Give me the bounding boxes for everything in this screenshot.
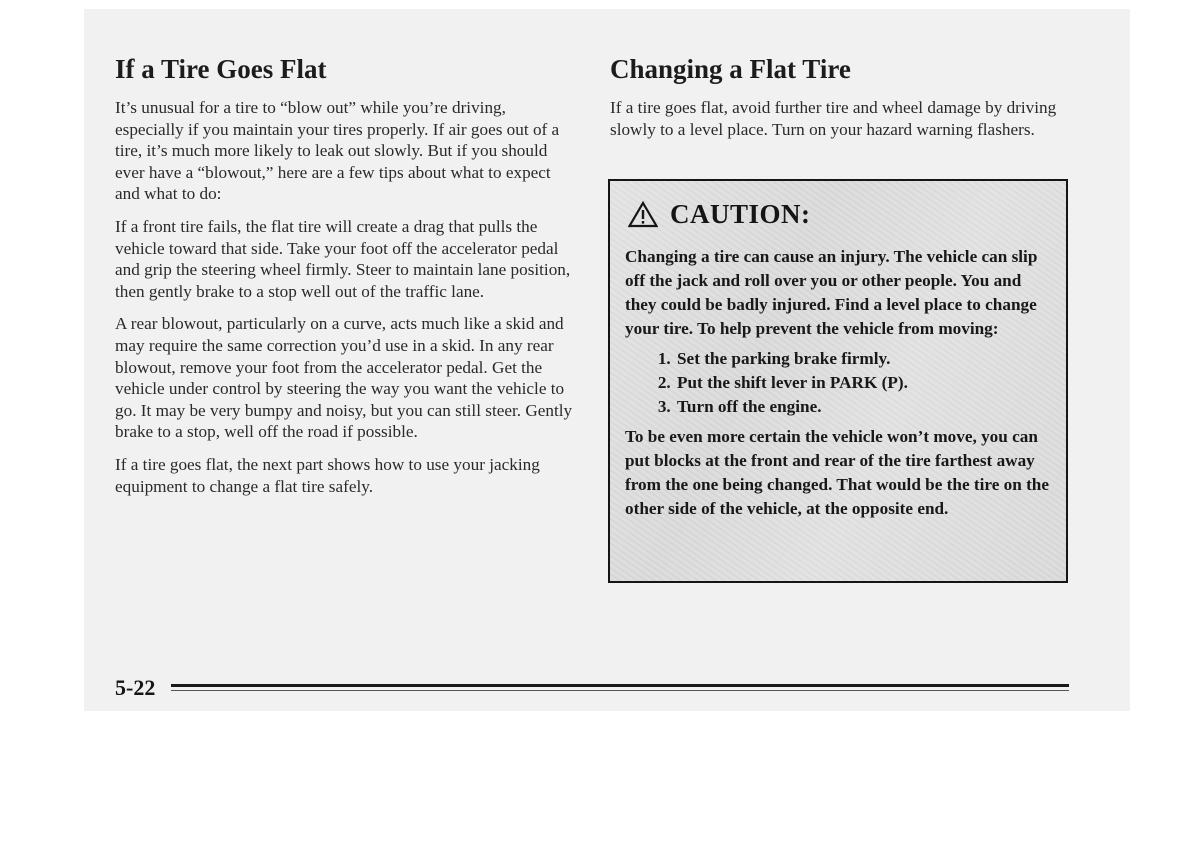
caution-body <box>625 245 1053 527</box>
caution-header <box>628 199 811 230</box>
paragraph-blowout-intro: It’s unusual for a tire to “blow out” while you’re driving, especially if you maintain your tires properly. If air goes out of a tire, it’s much more likely to leak out slowly. But if you should ever have a “blowout,” here are a few tips about what to expect and what to do: <box>115 98 560 204</box>
caution-outro: To be even more certain the vehicle won’t move, you can put blocks at the front and rear of the tire farthest away from the one being changed. That would be the tire on the other side of the vehicle, at the opposite end. <box>625 427 1049 518</box>
section-heading-changing-tire: Changing a Flat Tire <box>610 54 851 84</box>
caution-intro: Changing a tire can cause an injury. The vehicle can slip off the jack and roll over you or other people. You and they could be badly injured. Find a level place to change your tire. To help prevent the vehicle from moving: <box>625 247 1038 338</box>
caution-box <box>608 179 1068 583</box>
caution-step: 1. Set the parking brake firmly. <box>675 347 1053 371</box>
paragraph-front-tire: If a front tire fails, the flat tire will create a drag that pulls the vehicle toward that side. Take your foot off the accelerator pedal and grip the steering wheel firmly. Steer to maintain lane position, then gently brake to a stop well out of the traffic lane. <box>115 216 571 301</box>
caution-steps-list <box>625 347 1053 419</box>
warning-triangle-icon <box>628 201 658 228</box>
section-heading-flat-tire: If a Tire Goes Flat <box>115 54 327 84</box>
caution-step: 3. Turn off the engine. <box>675 395 1053 419</box>
left-column <box>115 53 577 508</box>
paragraph-rear-blowout: A rear blowout, particularly on a curve, acts much like a skid and may require the same correction you’d use in a skid. In any rear blowout, remove your foot from the accelerator pedal. Get the vehicle under control by steering the way you want the vehicle to go. It may be very bumpy and noisy, but you can still steer. Gently brake to a stop, well off the road if possible. <box>115 314 573 442</box>
paragraph-next-part: If a tire goes flat, the next part shows how to use your jacking equipment to change a flat tire safely. <box>115 454 540 496</box>
footer-rule-thick <box>171 684 1069 687</box>
paragraph-changing-intro: If a tire goes flat, avoid further tire and wheel damage by driving slowly to a level place. Turn on your hazard warning flashers. <box>610 98 1057 139</box>
caution-step: 2. Put the shift lever in PARK (P). <box>675 371 1053 395</box>
caution-title: CAUTION: <box>670 199 811 229</box>
footer-rule-thin <box>171 690 1069 691</box>
manual-page <box>84 9 1130 711</box>
page-footer <box>115 677 1069 699</box>
right-column <box>610 53 1070 151</box>
page-number: 5-22 <box>115 675 156 700</box>
